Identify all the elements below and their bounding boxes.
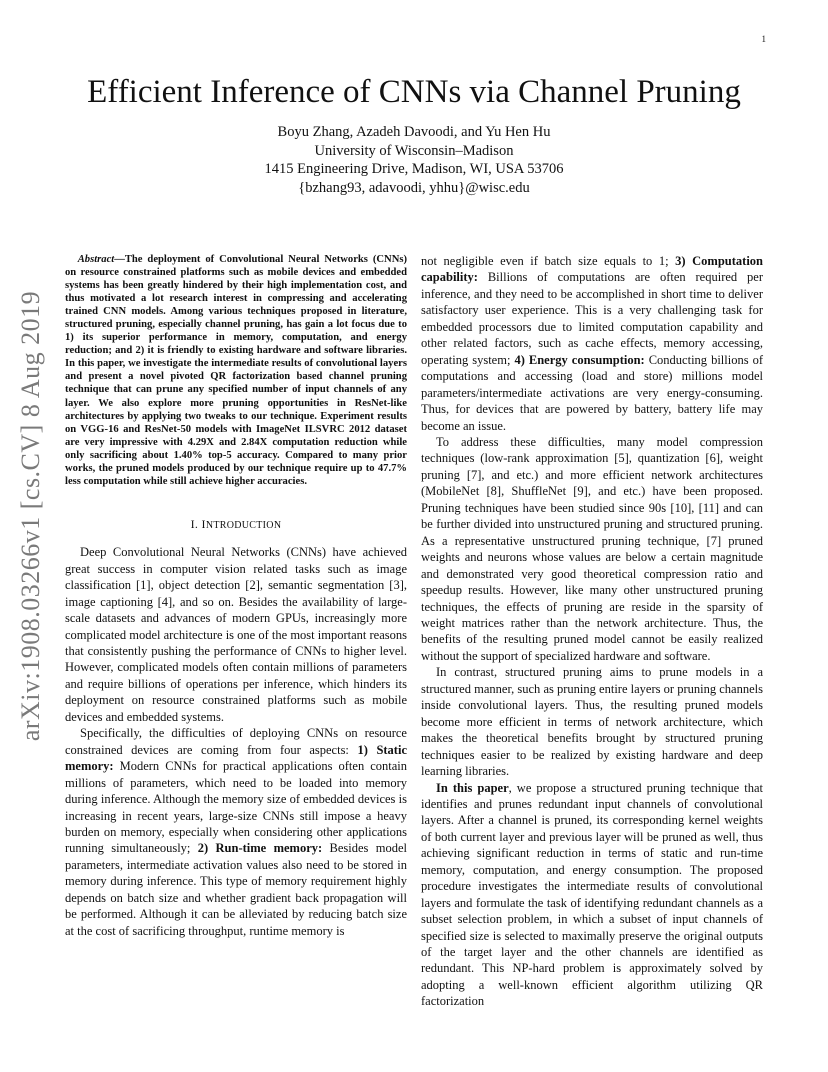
arxiv-watermark	[16, 286, 46, 746]
intro-paragraph-3: To address these difficulties, many model compression techniques (low-rank approximation [5], quantization [6], weight pruning [7], and etc.) and more efficient network architectures (MobileNet [8], ShuffleNet [9], and etc.) have been proposed. Pruning techniques have been studied since 90s [10], [11] and can be further divided into unstructured pruning and structured pruning. As a representative unstructured pruning technique, [7] pruned weights and neurons whose values are below a certain magnitude and demonstrated very good theoretical compression ratio and speedup results. However, like many other unstructured pruning techniques, the effects of pruning are reside in the sparsity of weight matrices rather than the network architecture. Thus, the benefits of the resulting pruned model cannot be easily realized without the support of specialized hardware and software.	[421, 434, 763, 663]
intro-paragraph-5: In this paper, we propose a structured pruning technique that identifies and prunes redundant input channels of convolutional layers. After a channel is pruned, its corresponding kernel weights of both current layer and previous layer will be pruned as well, thus achieving significant reduction in terms of static and run-time memory, computation, and energy consumption. The proposed procedure investigates the intermediate results of convolutional layers and formulate the task of identifying redundant channels as a subset selection problem, in which a subset of input channels of specified size is selected to maximally preserve the original outputs of the target layer and the other channels are identified as redundant. This NP-hard problem is approximately solved by adopting a well-known efficient algorithm utilizing QR factorization	[421, 780, 763, 1009]
intro-paragraph-4: In contrast, structured pruning aims to prune models in a structured manner, such as pruning entire layers or pruning channels inside convolutional layers. Thus, the resulting pruned models become more efficient in terms of network architecture, which makes the theoretical benefits brought by structured pruning techniques easier to be realized by existing hardware and deep learning libraries.	[421, 665, 763, 779]
section-heading-introduction: I. INTRODUCTION	[190, 516, 282, 531]
intro-paragraph-1: Deep Convolutional Neural Networks (CNNs) have achieved great success in computer vision related tasks such as image classification [1], object detection [2], semantic segmentation [3], image captioning [4], and so on. Besides the availability of large-scale datasets and advances of modern GPUs, increasingly more complicated model architecture is one of the most important reasons that consistently pushing the performance of CNNs to higher level. However, complicated models often contain millions of parameters and require billions of operations per inference, which hinders its deployment on resource constrained platforms such as mobile devices and embedded systems.	[65, 545, 407, 724]
paper-title: Efficient Inference of CNNs via Channel Pruning	[87, 74, 741, 110]
abstract-text: —The deployment of Convolutional Neural Networks (CNNs) on resource constrained platforms such as mobile devices and embedded systems has been greatly hindered by their high implementation cost, and thus motivated a lot research interest in compressing and accelerating trained CNN models. Among various techniques proposed in literature, structured pruning, especially channel pruning, has gain a lot focus due to 1) its superior performance in memory, computation, and energy reduction; and 2) it is friendly to existing hardware and software libraries. In this paper, we investigate the intermediate results of convolutional layers and present a novel pivoted QR factorization based channel pruning technique that can prune any specified number of input channels of any layer. We also explore more pruning opportunities in ResNet-like architectures by applying two tweaks to our technique. Experiment results on VGG-16 and ResNet-50 models with ImageNet ILSVRC 2012 dataset are very impressive with 4.29X and 2.84X computation reduction while only sacrificing about 1.40% top-5 accuracy. Compared to many prior works, the pruned models produced by our technique require up to 47.7% less computation while still achieve higher accuracies.	[65, 254, 407, 487]
arxiv-id: arXiv:1908.03266v1 [cs.CV] 8 Aug 2019	[16, 290, 45, 742]
intro-paragraph-2: Specifically, the difficulties of deploying CNNs on resource constrained devices are coming from four aspects: 1) Static memory: Modern CNNs for practical applications often contain millions of parameters, which need to be loaded into memory during inference. Although the memory size of embedded devices is increasing in recent years, large-size CNNs still impose a heavy burden on memory, especially when considering other applications running simultaneously; 2) Run-time memory: Besides model parameters, intermediate activation values also need to be stored in memory during inference. This type of memory requirement highly depends on batch size and whether gradient back propagation will be performed. Although it can be alleviated by reducing batch size at the cost of sacrificing throughput, runtime memory is	[65, 726, 407, 938]
page-number: 1	[761, 34, 766, 44]
author-block	[0, 123, 828, 197]
right-column	[421, 253, 763, 1010]
author-address: 1415 Engineering Drive, Madison, WI, USA 53706	[264, 161, 564, 177]
author-names: Boyu Zhang, Azadeh Davoodi, and Yu Hen Hu	[277, 124, 551, 140]
left-column	[65, 253, 407, 939]
intro-paragraph-2-cont: not negligible even if batch size equals to 1; 3) Computation capability: Billions of computations are often required per inference, and they need to be accomplished in short time to deliver satisfactory user experience. This is a very challenging task for embedded processors due to limited computation capability and other related factors, such as cache effects, memory accessing, operating system; 4) Energy consumption: Conducting billions of computations and accessing (load and store) millions model parameters/intermediate activations are very energy-consuming. Thus, for devices that are powered by battery, battery life may become an issue.	[421, 254, 763, 433]
author-email: {bzhang93, adavoodi, yhhu}@wisc.edu	[298, 179, 530, 196]
author-affiliation: University of Wisconsin–Madison	[314, 142, 514, 159]
abstract-label: Abstract	[77, 254, 115, 265]
abstract	[65, 253, 407, 488]
